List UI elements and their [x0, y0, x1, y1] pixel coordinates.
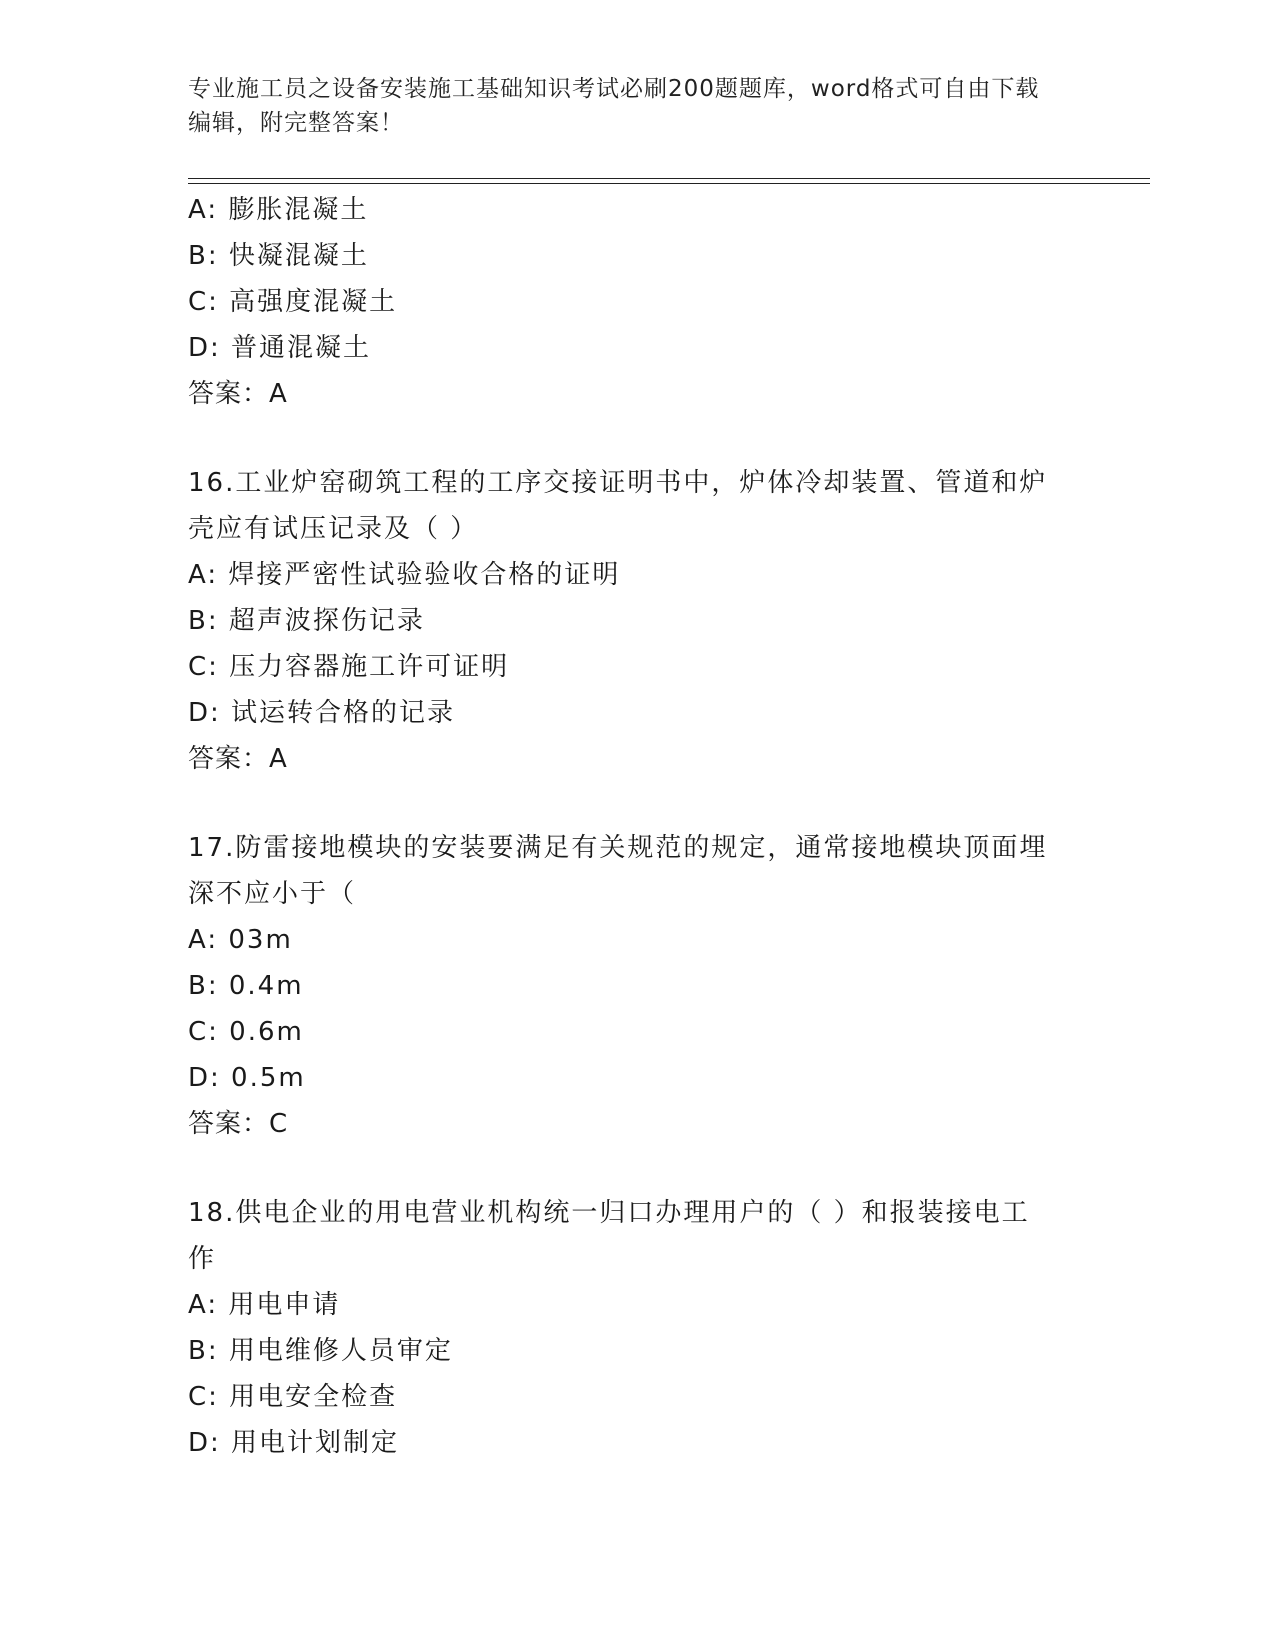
q15-option-a: A: 膨胀混凝土	[188, 195, 369, 225]
q16-option-a: A: 焊接严密性试验验收合格的证明	[188, 560, 621, 590]
q15-option-b: B: 快凝混凝土	[188, 241, 369, 271]
q17-option-d: D: 0.5m	[188, 1063, 306, 1093]
question-spacer	[188, 417, 1148, 460]
question-spacer	[188, 1147, 1148, 1190]
q17-option-b: B: 0.4m	[188, 971, 304, 1001]
header-double-rule	[188, 178, 1150, 184]
q18-option-a: A: 用电申请	[188, 1290, 341, 1320]
q16-question-line-1: 16.工业炉窑砌筑工程的工序交接证明书中，炉体冷却装置、管道和炉	[188, 468, 1048, 498]
document-header	[188, 72, 1088, 140]
q17-option-c: C: 0.6m	[188, 1017, 304, 1047]
header-title-line-1: 专业施工员之设备安装施工基础知识考试必刷200题题库，word格式可自由下载	[188, 76, 1040, 102]
question-spacer	[188, 782, 1148, 825]
q18-question-line-1: 18.供电企业的用电营业机构统一归口办理用户的（ ）和报装接电工	[188, 1198, 1030, 1228]
q18-option-d: D: 用电计划制定	[188, 1428, 400, 1458]
q17-question-line-1: 17.防雷接地模块的安装要满足有关规范的规定，通常接地模块顶面埋	[188, 833, 1048, 863]
q15-answer: 答案：A	[188, 379, 288, 409]
q17-answer: 答案：C	[188, 1109, 289, 1139]
q16-question-line-2: 壳应有试压记录及（ ）	[188, 514, 479, 544]
q18-option-c: C: 用电安全检查	[188, 1382, 398, 1412]
q16-option-c: C: 压力容器施工许可证明	[188, 652, 510, 682]
header-title-line-2: 编辑，附完整答案！	[188, 110, 404, 136]
q17-option-a: A: 03m	[188, 925, 293, 955]
q17-question-line-2: 深不应小于（	[188, 879, 357, 909]
document-content	[188, 187, 1148, 1466]
q18-question-line-2: 作	[188, 1244, 217, 1274]
q15-option-d: D: 普通混凝土	[188, 333, 372, 363]
q16-option-d: D: 试运转合格的记录	[188, 698, 456, 728]
q15-option-c: C: 高强度混凝土	[188, 287, 398, 317]
q16-answer: 答案：A	[188, 744, 288, 774]
q16-option-b: B: 超声波探伤记录	[188, 606, 425, 636]
q18-option-b: B: 用电维修人员审定	[188, 1336, 453, 1366]
